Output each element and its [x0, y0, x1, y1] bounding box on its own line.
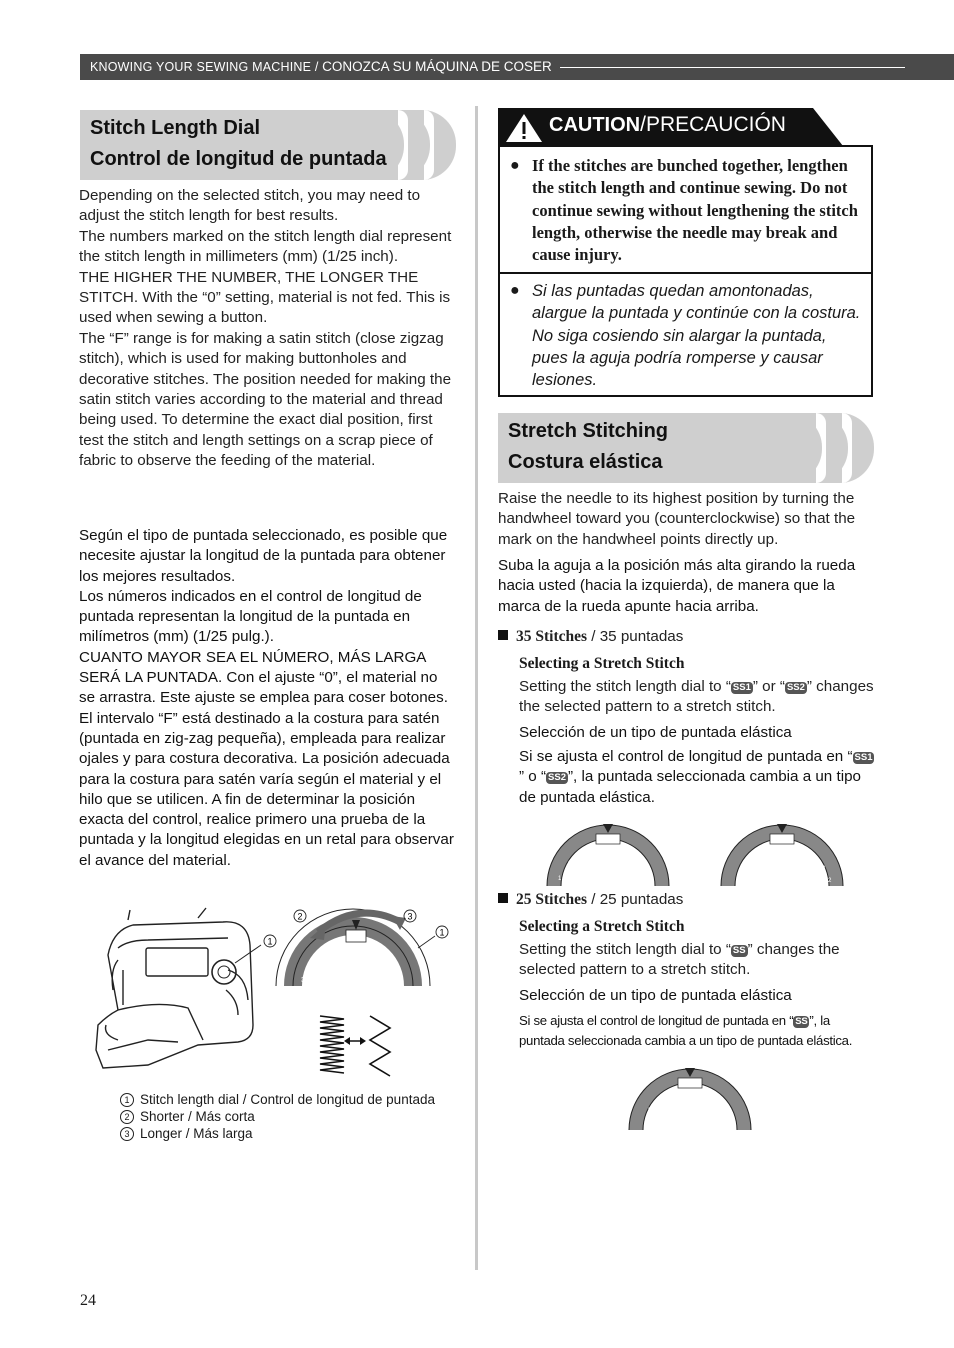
paragraph: The “F” range is for making a satin stitch (close zigzag stitch), which is used for making buttonholes and decorative stitches. The position needed for making the satin stitch varies according to the material and thread being used. To determine the exact dial position, first test the stitch and length settings on a scrap piece of fabric to observe the feeding of the material.: [79, 329, 452, 470]
ss-badge-icon: SS: [732, 945, 746, 956]
double-arrow-icon: [344, 1037, 366, 1045]
callout-1-a: [264, 935, 276, 947]
heading-title-es: Costura elástica: [508, 451, 663, 473]
sewing-machine-illustration: [96, 908, 253, 1068]
running-header: [80, 54, 954, 80]
figure-caption-1: 1 Stitch length dial / Control de longitud de puntada: [120, 1091, 435, 1108]
dial-ss1-illustration: [540, 820, 675, 886]
figure-caption-3: 3 Longer / Más larga: [120, 1125, 253, 1142]
paragraph: Según el tipo de puntada seleccionado, es posible que necesite ajustar la longitud de la puntada para obtener los mejores resultados.: [79, 527, 448, 585]
svg-text:F: F: [353, 945, 359, 952]
bullet-icon: ●: [510, 157, 520, 174]
ss2-badge-icon: SS2: [786, 682, 805, 693]
svg-text:0: 0: [378, 951, 382, 958]
header-title-en: KNOWING YOUR SEWING MACHINE /: [90, 60, 323, 74]
svg-text:F: F: [580, 852, 584, 858]
svg-text:SS: SS: [685, 1090, 695, 1096]
caution-title-en: CAUTION: [549, 114, 641, 136]
svg-text:SS2: SS2: [776, 846, 788, 852]
caution-text-es: Si las puntadas quedan amontonadas, alargue la puntada y continúe con la costura. No siga cosiendo sin alargar la puntada, pues la aguja podría romperse y causar lesiones.: [532, 282, 861, 390]
callout-3: [404, 910, 416, 922]
square-bullet-icon: [498, 893, 508, 903]
ss1-badge-icon: SS1: [732, 682, 751, 693]
subsection-25-body-es: Si se ajusta el control de longitud de puntada en “ SS ”, la puntada seleccionada cambia a un tipo de puntada elástica.: [519, 1013, 853, 1048]
caution-item-es: [510, 280, 861, 392]
svg-text:F: F: [648, 1108, 652, 1114]
heading-title-en: Stretch Stitching: [508, 420, 669, 442]
header-rule: [560, 67, 905, 68]
subsection-35-body-en: Setting the stitch length dial to “ SS1 ” or “ SS2 ” changes the selected pattern to a stretch stitch.: [519, 678, 874, 716]
svg-text:2: 2: [297, 911, 303, 922]
svg-text:1: 1: [439, 927, 445, 938]
subsection-35-title: 35 Stitches / 35 puntadas: [498, 627, 878, 647]
paragraph: Depending on the selected stitch, you may need to adjust the stitch length for best results.: [79, 187, 421, 225]
page-number: 24: [80, 1292, 96, 1309]
subsection-25-body-en: Setting the stitch length dial to “ SS ” changes the selected pattern to a stretch stitch.: [519, 941, 840, 979]
stitch-length-figure: [88, 900, 458, 1085]
section-heading-stitch-length: [80, 110, 456, 180]
heading-title-en: Stitch Length Dial: [90, 117, 260, 139]
paragraph: CUANTO MAYOR SEA EL NÚMERO, MÁS LARGA SERÁ LA PUNTADA. Con el ajuste “0”, el material no se arrastra. Este ajuste se emplea para coser botones.: [79, 648, 448, 707]
stretch-intro-en: Raise the needle to its highest position by turning the handwheel toward you (counterclockwise) so that the mark on the handwheel points directly up.: [498, 490, 856, 548]
ss1-badge-icon: SS1: [854, 752, 873, 763]
svg-text:0: 0: [662, 1096, 666, 1102]
subsection-25-title: 25 Stitches / 25 puntadas: [498, 890, 878, 910]
caution-title-es: /PRECAUCIÓN: [640, 113, 786, 136]
square-bullet-icon: [498, 630, 508, 640]
callout-2: [294, 910, 306, 922]
column-divider: [475, 106, 478, 1270]
zigzag-short-icon: [320, 1016, 344, 1073]
paragraph: Los números indicados en el control de longitud de puntada representan la longitud de la puntada en milímetros (mm) (1/25 pulg.).: [79, 587, 422, 646]
dial-ss-illustration: [622, 1064, 757, 1130]
zigzag-long-icon: [370, 1016, 390, 1076]
header-title-es: CONOZCA SU MÁQUINA DE COSER: [322, 59, 552, 74]
figure-caption-2: 2 Shorter / Más corta: [120, 1108, 255, 1125]
svg-text:1: 1: [336, 951, 340, 958]
ss-badge-icon: SS: [795, 1016, 808, 1027]
ss2-badge-icon: SS2: [548, 772, 566, 784]
caution-item-en: [510, 155, 861, 267]
paragraph: THE HIGHER THE NUMBER, THE LONGER THE STITCH. With the “0” setting, material is not fed. This is used when sewing a button.: [79, 268, 451, 327]
svg-text:1: 1: [267, 936, 273, 947]
caution-title-tab: [498, 108, 843, 146]
svg-text:4: 4: [812, 856, 816, 862]
section-heading-stretch: [498, 413, 874, 483]
stitch-length-text-es: [79, 526, 457, 871]
caution-divider: [500, 272, 871, 274]
svg-text:0: 0: [568, 861, 572, 867]
svg-text:3: 3: [407, 911, 413, 922]
caution-box: [498, 145, 873, 397]
heading-title-es: Control de longitud de puntada: [90, 148, 387, 170]
stitch-length-text-en: [79, 186, 455, 472]
subsection-35-body-es: Si se ajusta el control de longitud de puntada en “ SS1” o “ SS2 ”, la puntada seleccionada cambia a un tipo de puntada elástica.: [519, 748, 873, 806]
subsection-35-sub-en: Selecting a Stretch Stitch: [519, 655, 685, 672]
paragraph: El intervalo “F” está destinado a la costura para satén (puntada en zig-zag pequeña), empleada para realizar ojales y para costura decorativa. La posición adecuada para la costura para satén varía según el material y el hilo que se utilicen. A fin de determinar la posición exacta del control, realice primero una prueba de la puntada y la longitud elegidas en un retal para observar el avance del material.: [79, 709, 454, 869]
svg-text:2: 2: [318, 963, 322, 970]
svg-text:3: 3: [822, 866, 826, 872]
callout-1-b: [436, 926, 448, 938]
paragraph: The numbers marked on the stitch length dial represent the stitch length in millimeters (mm) (1/25 inch).: [79, 227, 452, 266]
bullet-icon: ●: [510, 282, 520, 299]
svg-text:SS1: SS1: [602, 846, 614, 852]
svg-text:1: 1: [558, 876, 562, 882]
caution-text-en: If the stitches are bunched together, lengthen the stitch length and continue sewing. Do not continue sewing without lengthening the stitch length, otherwise the needle may break and cause injury.: [532, 156, 858, 265]
subsection-35-sub-es: Selección de un tipo de puntada elástica: [519, 724, 792, 741]
svg-text:3: 3: [301, 977, 305, 984]
svg-text:2: 2: [828, 878, 832, 884]
stretch-intro-es: Suba la aguja a la posición más alta girando la rueda hacia usted (hacia la izquierda), de manera que la marca de la rueda apunte hacia arriba.: [498, 557, 856, 615]
dial-ss2-illustration: [714, 820, 849, 886]
subsection-25-sub-en: Selecting a Stretch Stitch: [519, 918, 685, 935]
subsection-25-sub-es: Selección de un tipo de puntada elástica: [519, 987, 792, 1004]
